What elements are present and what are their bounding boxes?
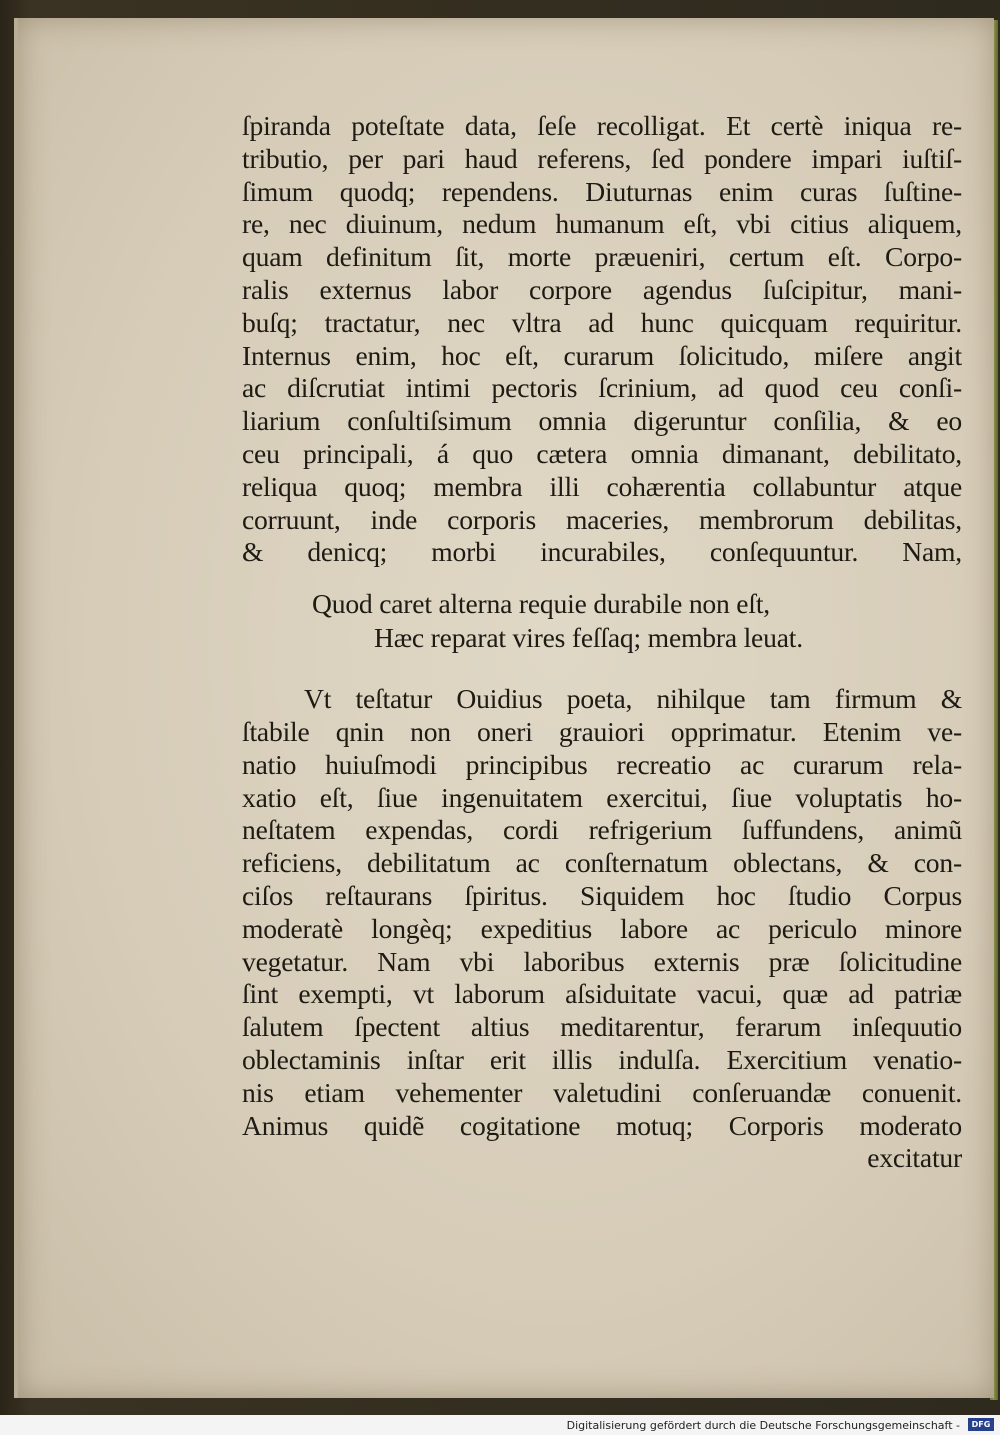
verse-line: Quod caret alterna requie durabile non eſt,: [312, 588, 770, 620]
text-line: nis etiam vehementer valetudini conſeruandæ conuenit.: [242, 1076, 962, 1108]
footer-bar: [0, 1415, 1000, 1435]
text-line: oblectaminis inſtar erit illis indulſa. Exercitium venatio-: [242, 1043, 962, 1075]
text-line: moderatè longèq; expeditius labore ac periculo minore: [242, 912, 962, 944]
text-line: ſalutem ſpectent altius meditarentur, ferarum inſequutio: [242, 1011, 962, 1043]
text-line: ralis externus labor corpore agendus ſuſcipitur, mani-: [242, 273, 962, 305]
text-line: natio huiuſmodi principibus recreatio ac curarum rela-: [242, 748, 962, 780]
text-line: ſpiranda poteſtate data, ſeſe recolligat. Et certè iniqua re-: [242, 110, 962, 141]
text-line: re, nec diuinum, nedum humanum eſt, vbi citius aliquem,: [242, 208, 962, 240]
text-line: Internus enim, hoc eſt, curarum ſolicitudo, miſere angit: [242, 339, 962, 371]
text-line: tributio, per pari haud referens, ſed pondere impari iuſtiſ-: [242, 142, 962, 174]
text-line: xatio eſt, ſiue ingenuitatem exercitui, ſiue voluptatis ho-: [242, 781, 962, 813]
text-line: reficiens, debilitatum ac conſternatum oblectans, & con-: [242, 847, 962, 879]
text-line: ciſos reſtaurans ſpiritus. Siquidem hoc ſtudio Corpus: [242, 879, 962, 911]
text-line: buſq; tractatur, nec vltra ad hunc quicquam requiritur.: [242, 306, 962, 338]
verse-quote: [242, 587, 962, 655]
text-line: ſtabile qnin non oneri grauiori opprimatur. Etenim ve-: [242, 715, 962, 747]
text-line: quam definitum ſit, morte præueniri, certum eſt. Corpo-: [242, 241, 962, 273]
dfg-logo: DFG: [968, 1418, 994, 1431]
catchword: excitatur: [867, 1142, 962, 1174]
paragraph-2: [242, 683, 962, 1175]
text-line: neſtatem expendas, cordi refrigerium ſuffundens, animũ: [242, 814, 962, 846]
text-line: Vt teſtatur Ouidius poeta, nihilque tam firmum &: [304, 683, 962, 715]
text-line: Animus quidẽ cogitatione motuq; Corporis moderato: [242, 1109, 962, 1141]
text-line: ſint exempti, vt laborum aſsiduitate vacui, quæ ad patriæ: [242, 978, 962, 1010]
text-line: reliqua quoq; membra illi cohærentia collabuntur atque: [242, 470, 962, 502]
text-line: ac diſcrutiat intimi pectoris ſcrinium, ad quod ceu conſi-: [242, 372, 962, 404]
text-line: ſimum quodq; rependens. Diuturnas enim curas ſuſtine-: [242, 175, 962, 207]
funding-credit: Digitalisierung gefördert durch die Deutsche Forschungsgemeinschaft -: [566, 1419, 960, 1432]
paragraph-1: [242, 110, 962, 569]
verse-line: Hæc reparat vires feſſaq; membra leuat.: [374, 622, 803, 654]
page-text: [242, 110, 962, 1175]
text-line: corruunt, inde corporis maceries, membrorum debilitas,: [242, 503, 962, 535]
text-line: vegetatur. Nam vbi laboribus externis præ ſolicitudine: [242, 945, 962, 977]
text-line: & denicq; morbi incurabiles, conſequuntur. Nam,: [242, 536, 962, 568]
text-line: ceu principali, á quo cætera omnia dimanant, debilitato,: [242, 437, 962, 469]
text-line: liarium conſultiſsimum omnia digeruntur conſilia, & eo: [242, 405, 962, 437]
